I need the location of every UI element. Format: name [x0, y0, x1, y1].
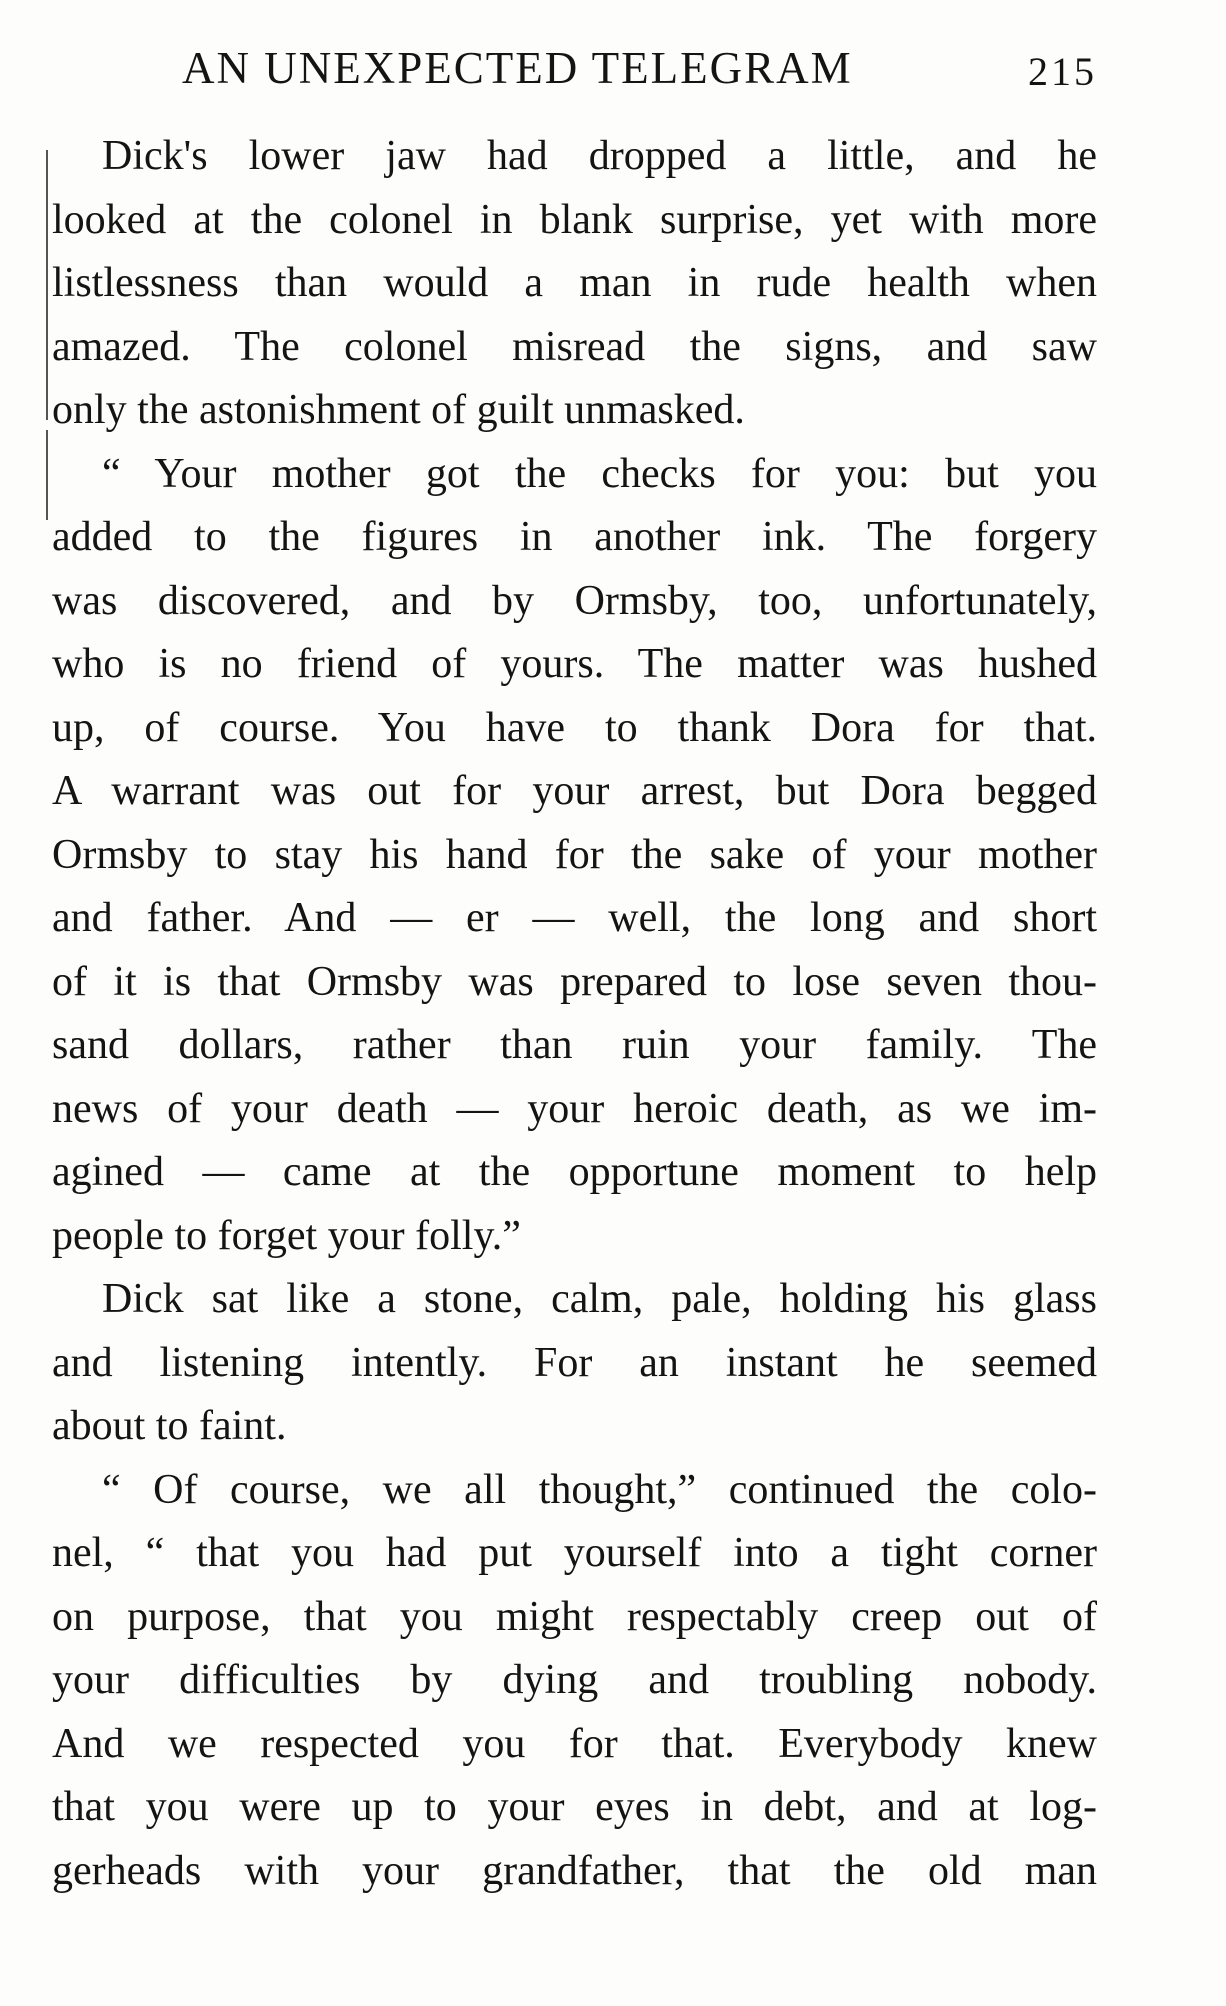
text-line: gerheads with your grandfather, that the old man	[52, 1847, 1097, 1894]
text-line: up, of course. You have to thank Dora for that.	[52, 704, 1097, 751]
text-line: only the astonishment of guilt unmasked.	[52, 387, 745, 433]
text-line: nel, “ that you had put yourself into a tight corner	[52, 1530, 1097, 1576]
text-line: who is no friend of yours. The matter was hushed	[52, 641, 1097, 687]
text-line: added to the figures in another ink. The forgery	[52, 514, 1097, 560]
text-line: A warrant was out for your arrest, but Dora begged	[52, 768, 1097, 814]
text-line: your difficulties by dying and troubling nobody.	[52, 1657, 1097, 1703]
page-number: 215	[1028, 49, 1097, 94]
margin-scratch-mark	[46, 150, 48, 420]
text-line: looked at the colonel in blank surprise, yet with more	[52, 196, 1097, 243]
paragraph	[52, 125, 1097, 443]
text-line: And we respected you for that. Everybody knew	[52, 1720, 1097, 1767]
text-line: of it is that Ormsby was prepared to lose seven thou-	[52, 958, 1097, 1005]
text-line: about to faint.	[52, 1403, 287, 1449]
text-line: “ Your mother got the checks for you: but you	[102, 450, 1097, 497]
running-head: AN UNEXPECTED TELEGRAM	[182, 43, 853, 93]
text-line: “ Of course, we all thought,” continued the colo-	[102, 1466, 1097, 1513]
text-line: and father. And — er — well, the long and short	[52, 895, 1097, 941]
page-header	[52, 38, 1097, 98]
text-line: agined — came at the opportune moment to help	[52, 1149, 1097, 1195]
text-line: was discovered, and by Ormsby, too, unfortunately,	[52, 577, 1097, 624]
text-line: amazed. The colonel misread the signs, and saw	[52, 323, 1097, 370]
text-line: Ormsby to stay his hand for the sake of your mother	[52, 831, 1097, 878]
text-line: on purpose, that you might respectably creep out of	[52, 1593, 1097, 1640]
paragraph	[52, 443, 1097, 1269]
text-line: sand dollars, rather than ruin your family. The	[52, 1022, 1097, 1068]
text-line: Dick sat like a stone, calm, pale, holding his glass	[102, 1276, 1097, 1322]
paragraph	[52, 1459, 1097, 1904]
text-line: and listening intently. For an instant he seemed	[52, 1339, 1097, 1386]
paragraph	[52, 1268, 1097, 1459]
text-line: people to forget your folly.”	[52, 1212, 521, 1259]
margin-scratch-mark	[46, 430, 48, 520]
body-text	[52, 125, 1097, 1903]
text-line: news of your death — your heroic death, as we im-	[52, 1085, 1097, 1132]
text-line: that you were up to your eyes in debt, and at log-	[52, 1784, 1097, 1830]
text-line: listlessness than would a man in rude health when	[52, 260, 1097, 306]
text-line: Dick's lower jaw had dropped a little, and he	[102, 133, 1097, 179]
